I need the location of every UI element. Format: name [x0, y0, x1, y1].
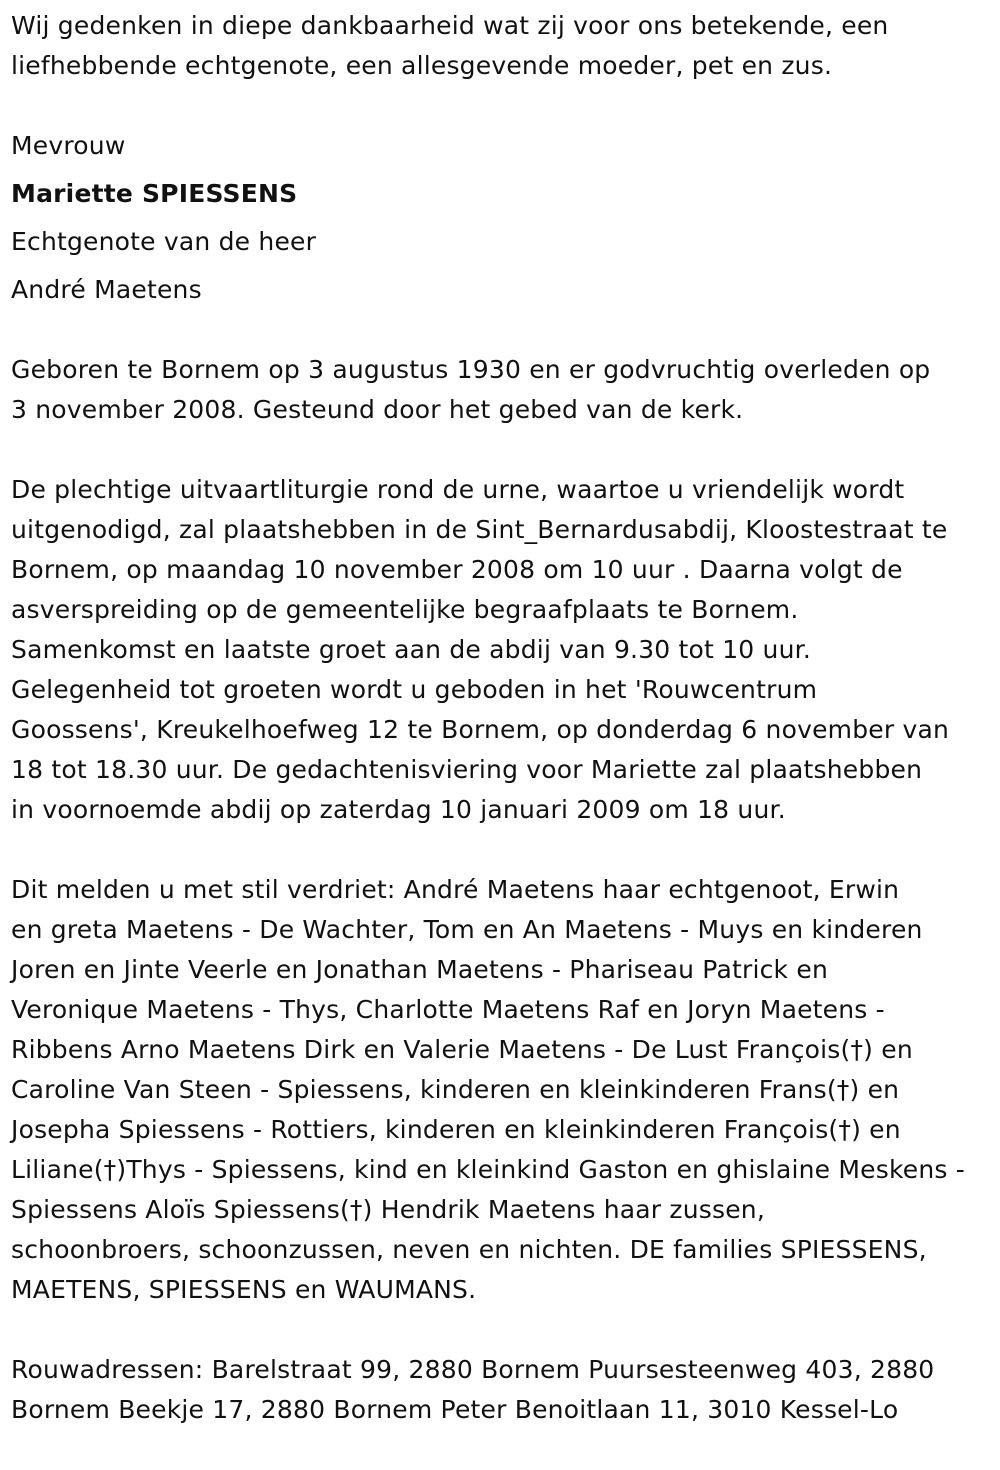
family-line: Caroline Van Steen - Spiessens, kinderen en kleinkinderen Frans(†) en — [11, 1075, 900, 1104]
family-line: Dit melden u met stil verdriet: André Maetens haar echtgenoot, Erwin — [11, 875, 900, 904]
intro-line: Wij gedenken in diepe dankbaarheid wat zij voor ons betekende, een — [11, 11, 889, 40]
birth-death-paragraph — [11, 350, 993, 430]
funeral-line: in voornoemde abdij op zaterdag 10 januari 2009 om 18 uur. — [11, 795, 786, 824]
family-line: Joren en Jinte Veerle en Jonathan Maetens - Phariseau Patrick en — [11, 955, 828, 984]
intro-paragraph — [11, 6, 993, 86]
funeral-line: Samenkomst en laatste groet aan de abdij van 9.30 tot 10 uur. — [11, 635, 811, 664]
addresses-paragraph — [11, 1350, 993, 1430]
family-line: en greta Maetens - De Wachter, Tom en An Maetens - Muys en kinderen — [11, 915, 923, 944]
address-line: Bornem Beekje 17, 2880 Bornem Peter Benoitlaan 11, 3010 Kessel-Lo — [11, 1395, 899, 1424]
family-line: Ribbens Arno Maetens Dirk en Valerie Maetens - De Lust François(†) en — [11, 1035, 913, 1064]
birth-death-line: Geboren te Bornem op 3 augustus 1930 en er godvruchtig overleden op — [11, 355, 931, 384]
family-line: schoonbroers, schoonzussen, neven en nichten. DE families SPIESSENS, — [11, 1235, 927, 1264]
family-line: MAETENS, SPIESSENS en WAUMANS. — [11, 1275, 477, 1304]
birth-death-line: 3 november 2008. Gesteund door het gebed van de kerk. — [11, 395, 744, 424]
person-title: Mevrouw — [11, 131, 126, 160]
obituary-document — [11, 6, 993, 1470]
family-line: Liliane(†)Thys - Spiessens, kind en kleinkind Gaston en ghislaine Meskens - — [11, 1155, 965, 1184]
funeral-paragraph — [11, 470, 993, 830]
family-paragraph — [11, 870, 993, 1310]
funeral-line: De plechtige uitvaartliturgie rond de urne, waartoe u vriendelijk wordt — [11, 475, 905, 504]
funeral-line: Gelegenheid tot groeten wordt u geboden in het 'Rouwcentrum — [11, 675, 818, 704]
funeral-line: uitgenodigd, zal plaatshebben in de Sint_Bernardusabdij, Kloostestraat te — [11, 515, 948, 544]
funeral-line: Bornem, op maandag 10 november 2008 om 10 uur . Daarna volgt de — [11, 555, 903, 584]
person-block — [11, 126, 993, 310]
family-line: Veronique Maetens - Thys, Charlotte Maetens Raf en Joryn Maetens - — [11, 995, 885, 1024]
person-name: Mariette SPIESSENS — [11, 179, 298, 208]
person-relation: Echtgenote van de heer — [11, 227, 317, 256]
address-line: Rouwadressen: Barelstraat 99, 2880 Bornem Puursesteenweg 403, 2880 — [11, 1355, 935, 1384]
intro-line: liefhebbende echtgenote, een allesgevende moeder, pet en zus. — [11, 51, 833, 80]
funeral-line: asverspreiding op de gemeentelijke begraafplaats te Bornem. — [11, 595, 799, 624]
family-line: Spiessens Aloïs Spiessens(†) Hendrik Maetens haar zussen, — [11, 1195, 766, 1224]
person-spouse: André Maetens — [11, 275, 202, 304]
funeral-line: 18 tot 18.30 uur. De gedachtenisviering voor Mariette zal plaatshebben — [11, 755, 923, 784]
funeral-line: Goossens', Kreukelhoefweg 12 te Bornem, op donderdag 6 november van — [11, 715, 950, 744]
family-line: Josepha Spiessens - Rottiers, kinderen en kleinkinderen François(†) en — [11, 1115, 901, 1144]
